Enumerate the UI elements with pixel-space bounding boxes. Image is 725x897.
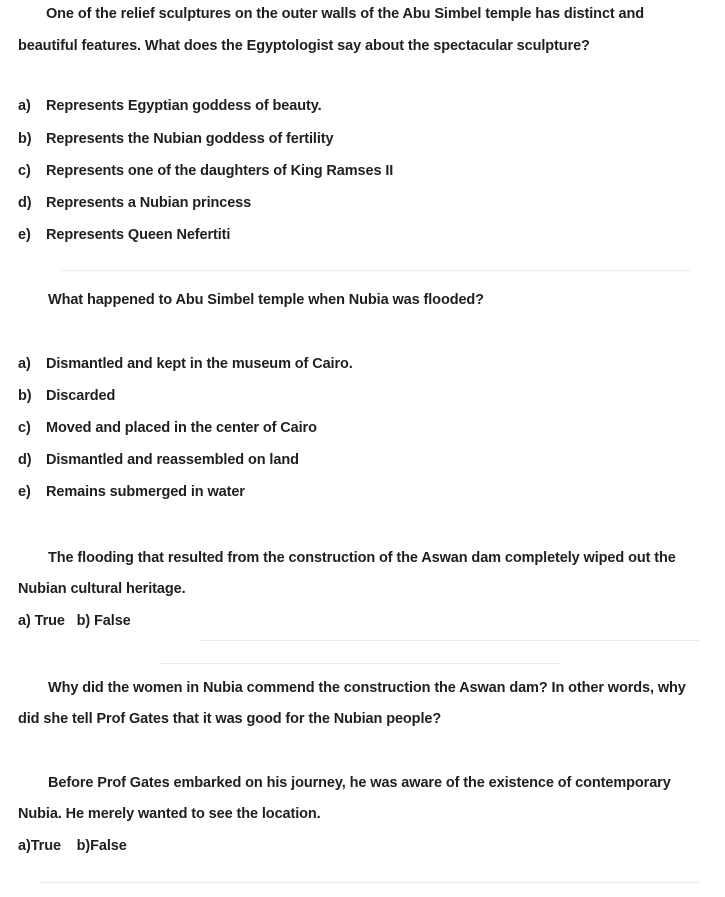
bleed-through-rule xyxy=(60,270,690,271)
option-text: Dismantled and reassembled on land xyxy=(46,452,299,468)
q5-text-line1: Before Prof Gates embarked on his journey, he was aware of the existence of contemporary xyxy=(48,775,671,791)
option-label: e) xyxy=(18,227,31,243)
q5-answer-choices: a)True b)False xyxy=(18,838,127,854)
q2-option-e xyxy=(18,483,245,501)
option-text: Represents Egyptian goddess of beauty. xyxy=(46,98,322,114)
option-label: d) xyxy=(18,452,32,468)
q1-option-d xyxy=(18,194,251,212)
q1-option-c xyxy=(18,162,393,180)
option-label: a) xyxy=(18,356,31,372)
q2-option-d xyxy=(18,451,299,469)
option-label: c) xyxy=(18,420,31,436)
option-text: Moved and placed in the center of Cairo xyxy=(46,420,317,436)
option-text: Remains submerged in water xyxy=(46,484,245,500)
option-text: Represents one of the daughters of King Ramses II xyxy=(46,163,394,179)
q4-text-line2: did she tell Prof Gates that it was good for the Nubian people? xyxy=(18,711,442,727)
q2-option-c xyxy=(18,419,317,437)
option-label: a) xyxy=(18,98,31,114)
option-label: d) xyxy=(18,195,32,211)
bleed-through-rule xyxy=(40,882,700,883)
q2-option-a xyxy=(18,355,353,373)
q2-text-line1: What happened to Abu Simbel temple when Nubia was flooded? xyxy=(48,292,484,308)
option-label: b) xyxy=(18,388,32,404)
q1-option-b xyxy=(18,130,333,148)
q3-text-line2: Nubian cultural heritage. xyxy=(18,581,186,597)
q3-text-line1: The flooding that resulted from the construction of the Aswan dam completely wiped out the xyxy=(48,550,676,566)
q3-answer-choices: a) True b) False xyxy=(18,613,131,629)
q1-text-line1: One of the relief sculptures on the outer walls of the Abu Simbel temple has distinct and xyxy=(46,6,645,22)
option-text: Represents a Nubian princess xyxy=(46,195,252,211)
q2-option-b xyxy=(18,387,115,405)
bleed-through-rule xyxy=(160,663,560,664)
q1-option-a xyxy=(18,97,322,115)
q1-text-line2: beautiful features. What does the Egyptologist say about the spectacular sculpture? xyxy=(18,38,590,54)
option-label: e) xyxy=(18,484,31,500)
option-text: Dismantled and kept in the museum of Cairo. xyxy=(46,356,353,372)
q1-option-e xyxy=(18,226,230,244)
q4-text-line1: Why did the women in Nubia commend the construction the Aswan dam? In other words, why xyxy=(48,680,686,696)
option-text: Represents the Nubian goddess of fertility xyxy=(46,131,334,147)
option-text: Represents Queen Nefertiti xyxy=(46,227,231,243)
option-text: Discarded xyxy=(46,388,116,404)
bleed-through-rule xyxy=(200,640,700,641)
q5-text-line2: Nubia. He merely wanted to see the location. xyxy=(18,806,321,822)
option-label: c) xyxy=(18,163,31,179)
option-label: b) xyxy=(18,131,32,147)
